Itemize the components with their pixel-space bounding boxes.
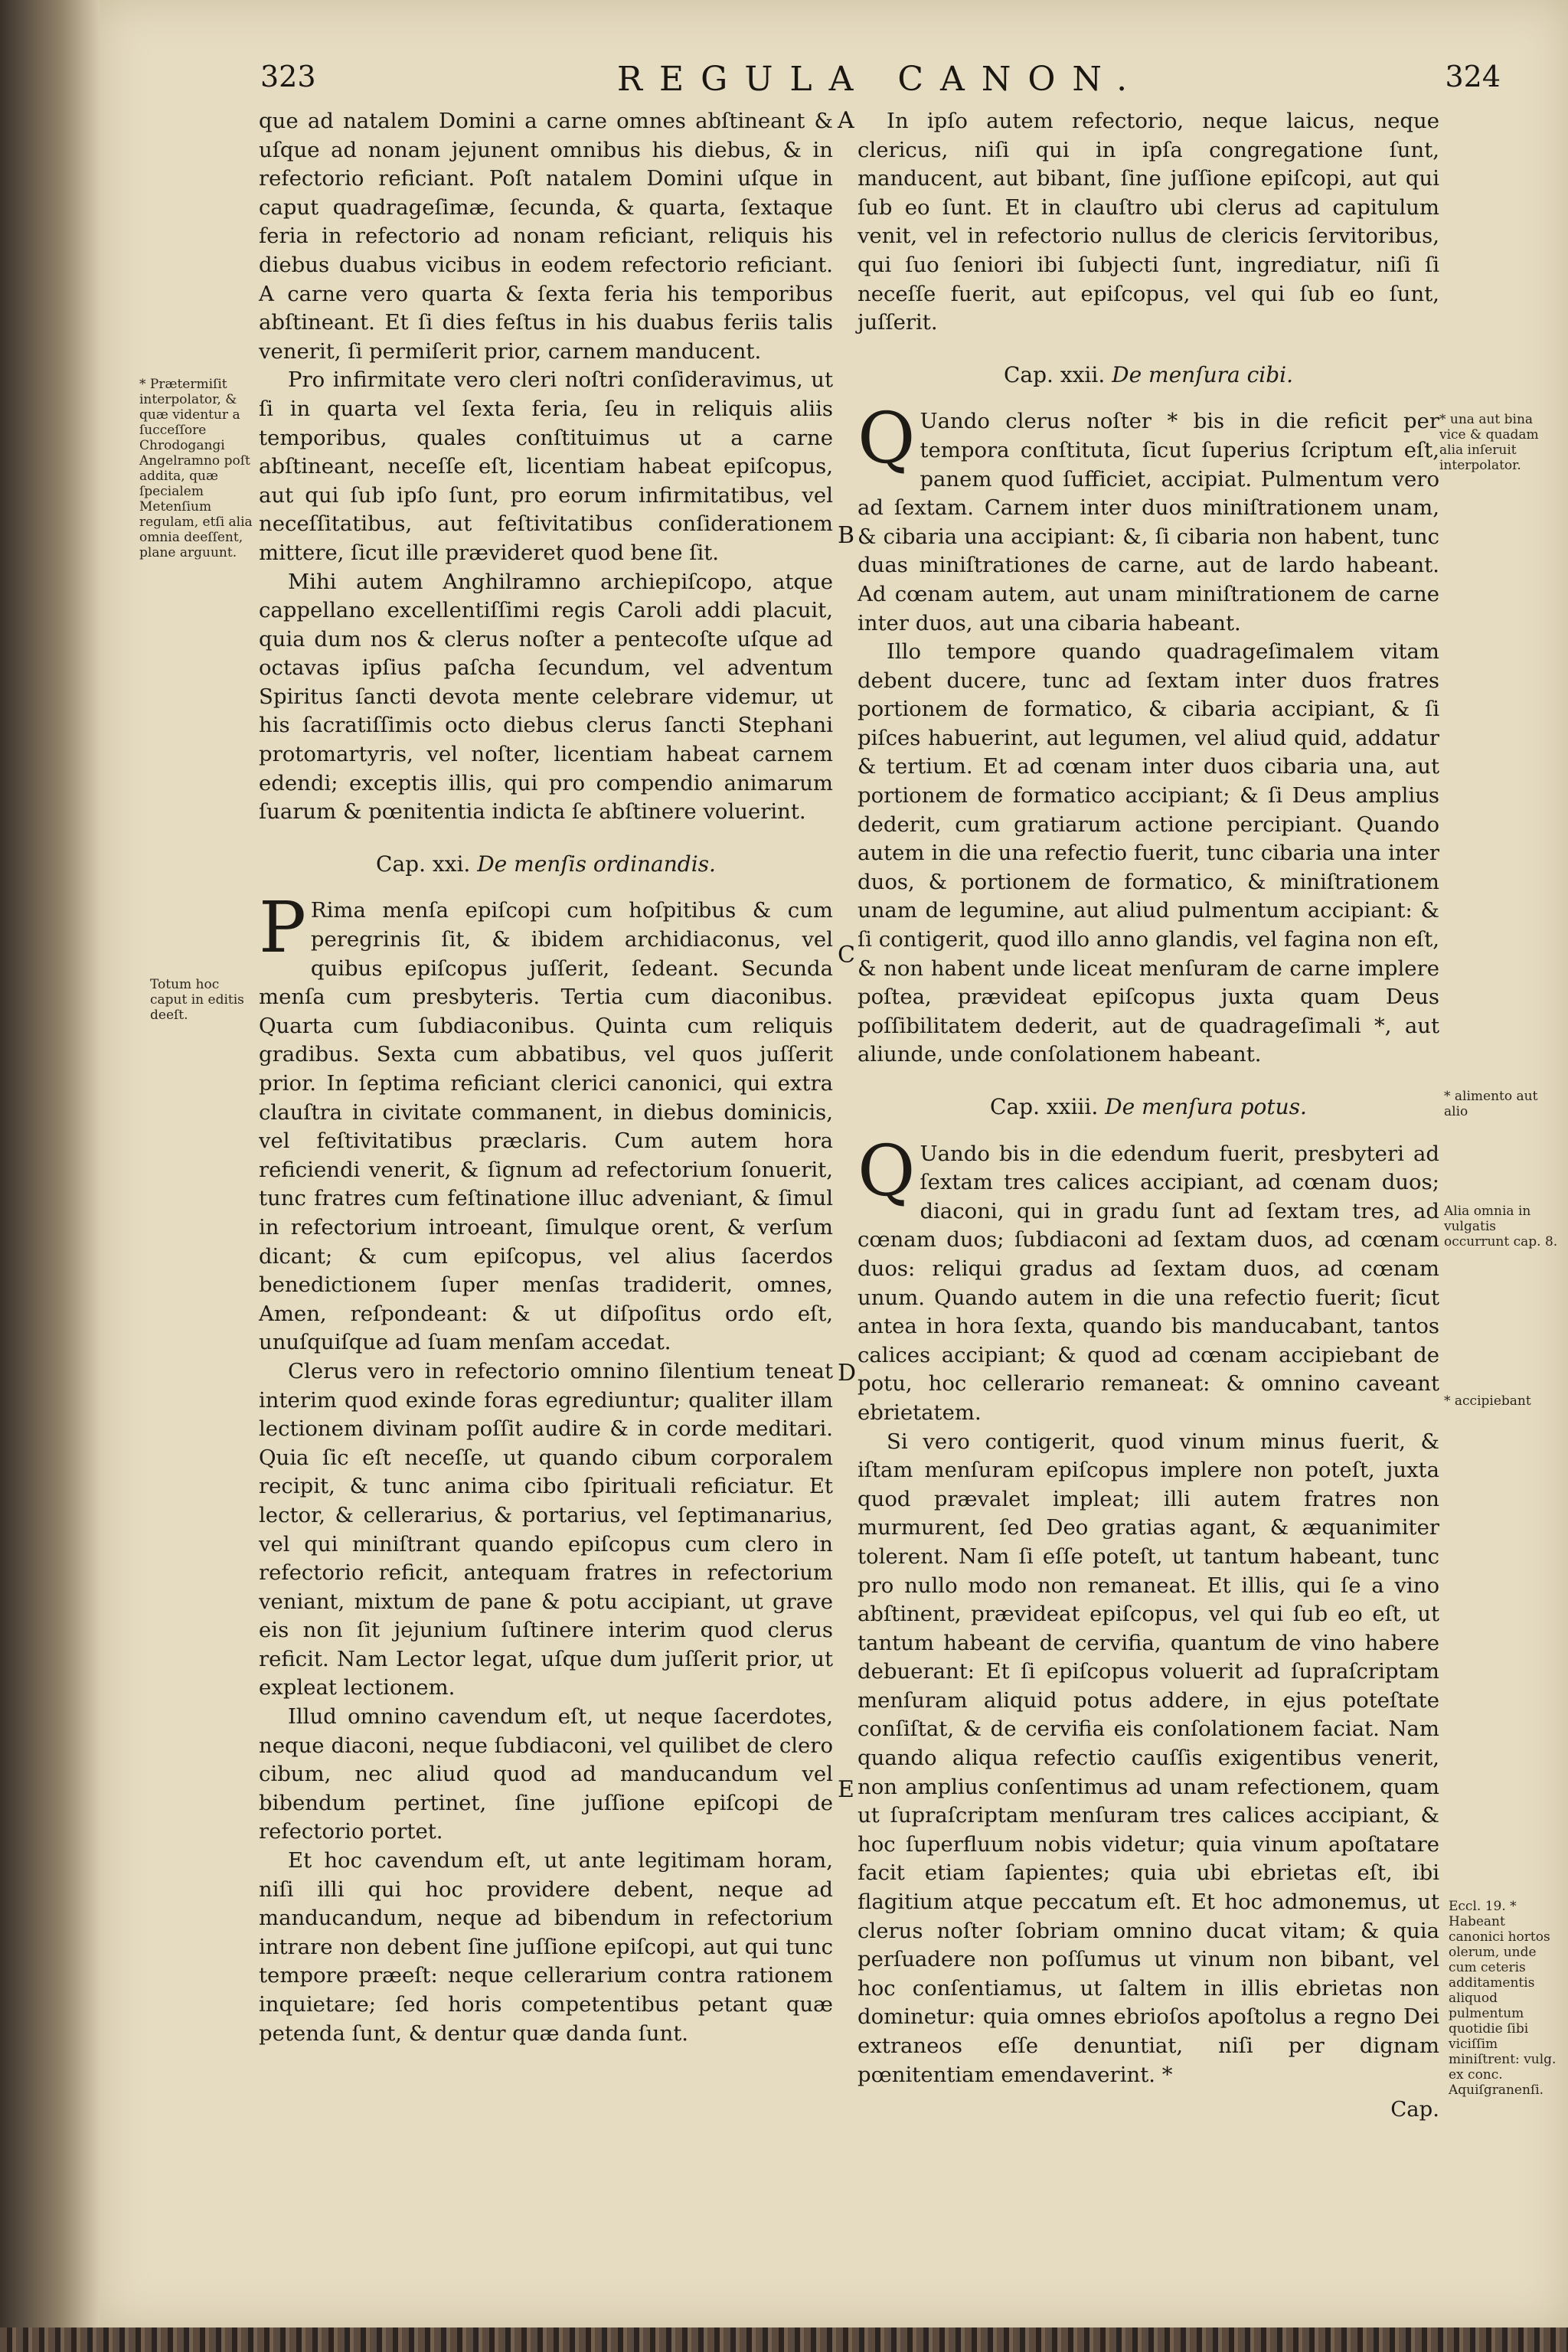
paragraph: Et hoc cavendum eſt, ut ante legitimam horam, niſi illi qui hoc providere debent, neque ad manducandum, neque ad bibendum in refectorium intrare non debent ſine juſſione epiſcopi, aut qui tunc tempore præeſt: neque cellerarium contra rationem inquietare; ſed horis competentibus petant quæ petenda ſunt, & dentur quæ danda ſunt. (259, 1848, 833, 2046)
paragraph-text: Uando clerus noſter * bis in die reficit per tempora conſtituta, ſicut ſuperius ſcriptum eſt, panem quod ſufficiet, accipiat. Pulmentum vero ad ſextam. Carnem inter duos miniſtrationem unam, & cibaria una accipiant: &, ſi cibaria non habent, tunc duas miniſtrationes de carne, aut de lardo habeant. Ad cœnam autem, aut unam miniſtrationem de carne inter duos, aut una cibaria habeant. (858, 409, 1439, 635)
drop-cap-initial: Q (858, 397, 916, 480)
margin-note-right: * accipiebant (1444, 1393, 1531, 1409)
chapter-heading-22 (858, 361, 1439, 390)
paragraph: Pro infirmitate vero cleri noſtri conſideravimus, ut ſi in quarta vel ſexta feria, ſeu in reliquis aliis temporibus, quales conſtituimus ut a carne abſtineant, neceſſe eſt, licentiam habeat epiſcopus, aut qui ſub ipſo ſunt, pro eorum infirmitatibus, vel neceſſitatibus, aut feſtivitatibus conſiderationem mittere, ſicut ille prævideret quod bene ſit. (259, 368, 833, 565)
paragraph (858, 397, 1439, 638)
book-gutter (0, 0, 100, 2328)
paragraph: Illo tempore quando quadrageſimalem vitam debent ducere, tunc ad ſextam inter duos fratres portionem de formatico, & cibaria accipiant, & ſi piſces habuerint, aut legumen, vel aliud quid, addatur & tertium. Et ad cœnam inter duos cibaria una, aut portionem de formatico accipiant; & ſi Deus amplius dederit, cum gratiarum actione percipiant. Quando autem in die una refectio fuerit, tunc cibaria una inter duos, & portionem de formatico, & miniſtrationem unam de legumine, aut aliud pulmentum accipiant: & ſi contigerit, quod illo anno glandis, vel fagina non eſt, & non habent unde liceat menſuram de carne implere poſtea, prævideat epiſcopus juxta quam Deus poſſibilitatem dederit, aut de quadrageſimali *, aut aliunde, unde conſolationem habeant. (858, 639, 1439, 1067)
section-mark: E (838, 1776, 854, 1803)
page-number-left: 323 (260, 60, 316, 93)
section-mark: B (838, 522, 855, 549)
catchword: Cap. (1390, 2097, 1439, 2122)
paragraph: Si vero contigerit, quod vinum minus fuerit, & iſtam menſuram epiſcopus implere non poteſt, juxta quod prævalet impleat; illi autem fratres non murmurent, ſed Deo gratias agant, & æquanimiter tolerent. Nam ſi eſſe poteſt, ut tantum habeant, tunc pro nullo modo non remaneat. Et illis, qui ſe a vino abſtinent, prævideat epiſcopus, vel qui ſub eo eſt, ut tantum habeant de cervifia, quantum de vino habere debuerant: Et ſi epiſcopus voluerit ad ſupraſcriptam menſuram aliquid potus addere, in ejus poteſtate conſiſtat, & de cervifia eis conſolationem faciat. Nam quando aliqua refectio cauſſis exigentibus venerit, non amplius conſentimus ad unam refectionem, quam ut ſupraſcriptam menſuram tres calices accipiant, & hoc ſuperfluum nobis videtur; quia vinum apoſtatare facit etiam ſapientes; quia ubi ebrietas eſt, ibi flagitium atque peccatum eſt. Et hoc admonemus, ut clerus noſter ſobriam omnino ducat vitam; & quia perſuadere non poſſumus ut vinum non bibant, vel hoc conſentiamus, ut ſaltem in illis ebrietas non dominetur: quia omnes ebrioſos apoſtolus a regno Dei extraneos eſſe denuntiat, niſi per dignam pœnitentiam emendaverint. * (858, 1429, 1439, 2087)
margin-note-left: * Prætermiſit interpolator, & quæ videntur a ſucceſſore Chrodogangi Angelramno poſt addita, quæ ſpecialem Metenſium regulam, etſi alia omnia deeſſent, plane arguunt. (139, 377, 253, 560)
running-header (260, 60, 1501, 103)
chapter-heading-23 (858, 1093, 1439, 1122)
chapter-title: De menſura cibi. (1112, 361, 1293, 387)
page-number-right: 324 (1445, 60, 1501, 93)
drop-cap-initial: Q (858, 1129, 916, 1212)
chapter-heading-21 (259, 850, 833, 879)
margin-note-right: Eccl. 19. * Habeant canonici hortos olerum, unde cum ceteris additamentis aliquod pulmentum quotidie ſibi viciſſim miniſtrent: vulg. ex conc. Aquiſgranenſi. (1449, 1899, 1557, 2098)
margin-note-right: Alia omnia in vulgatis occurrunt cap. 8. (1444, 1204, 1558, 1250)
paragraph-text: Uando bis in die edendum fuerit, presbyteri ad ſextam tres calices accipiant, ad cœnam duos; diaconi, qui in gradu ſunt ad ſextam tres, ad cœnam duos; ſubdiaconi ad ſextam duos, ad cœnam duos: reliqui gradus ad ſextam duos, ad cœnam unum. Quando autem in die una refectio fuerit; ſicut antea in hora ſexta, quando bis manducabant, tantos calices accipiant; & quod ad cœnam accipiebant de potu, hoc cellerario remaneat: & omnino caveant ebrietatem. (858, 1141, 1439, 1425)
section-mark: C (838, 942, 855, 969)
chapter-title: De menſura potus. (1105, 1094, 1307, 1119)
margin-note-right: * alimento aut alio (1444, 1089, 1538, 1119)
right-text-column (858, 107, 1439, 2125)
left-text-column (259, 107, 833, 2048)
paragraph: In ipſo autem refectorio, neque laicus, neque clericus, niſi qui in ipſa congregatione ſunt, manducent, aut bibant, ſine juſſione epiſcopi, aut qui ſub eo ſunt. Et in clauſtro ubi clerus ad capitulum venit, vel in refectorio nullus de clericis ſervitoribus, qui ſuo ſeniori ibi ſubjecti ſunt, ingrediatur, niſi ſi neceſſe fuerit, aut epiſcopus, vel qui ſub eo ſunt, juſſerit. (858, 109, 1439, 335)
chapter-title: De menſis ordinandis. (477, 851, 716, 877)
chapter-number: Cap. xxii. (1003, 361, 1106, 387)
drop-cap-initial: P (259, 887, 306, 969)
table-surface (0, 2328, 1568, 2352)
section-mark: A (838, 107, 854, 134)
paragraph: Illud omnino cavendum eſt, ut neque ſacerdotes, neque diaconi, neque ſubdiaconi, vel quilibet de clero cibum, nec aliud quod ad manducandum vel bibendum pertinet, ſine juſſione epiſcopi de refectorio portet. (259, 1704, 833, 1844)
paragraph (858, 1129, 1439, 1428)
paragraph (259, 887, 833, 1357)
chapter-number: Cap. xxiii. (990, 1094, 1099, 1119)
margin-note-right: * una aut bina vice & quadam alia inſeruit interpolator. (1439, 412, 1539, 473)
paragraph: Mihi autem Anghilramno archiepiſcopo, atque cappellano excellentiſſimi regis Caroli addi placuit, quia dum nos & clerus noſter a pentecoſte uſque ad octavas ipſius paſcha ſecundum, vel adventum Spiritus ſancti devota mente celebrare videmur, ut his ſacratiſſimis octo diebus clerus ſancti Stephani protomartyris, vel noſter, licentiam habeat carnem edendi; exceptis illis, qui pro compendio animarum ſuarum & pœnitentia indicta ſe abſtinere voluerint. (259, 569, 833, 825)
margin-note-left: Totum hoc caput in editis deeſt. (150, 977, 244, 1023)
paragraph: Clerus vero in refectorio omnino ſilentium teneat interim quod exinde foras egrediuntur; qualiter illam lectionem divinam poſſit audire & in corde meditari. Quia ſic eſt neceſſe, ut quando cibum corporalem recipit, & tunc anima cibo ſpirituali reficiatur. Et lector, & cellerarius, & portarius, vel ſeptimanarius, vel qui miniſtrant quando epiſcopus cum clero in refectorio reficit, antequam fratres in refectorium veniant, mixtum de pane & potu accipiant, ut grave eis non ſit jejunium ſuſtinere interim quod clerus reficit. Nam Lector legat, uſque dum juſſerit prior, ut expleat lectionem. (259, 1358, 833, 1700)
paragraph: que ad natalem Domini a carne omnes abſtineant & uſque ad nonam jejunent omnibus his diebus, & in refectorio reficiant. Poſt natalem Domini uſque in caput quadrageſimæ, ſecunda, & quarta, ſextaque feria in refectorio ad nonam reficiant, reliquis his diebus duabus vicibus in eodem refectorio reficiant. A carne vero quarta & ſexta feria his temporibus abſtineant. Et ſi dies feſtus in his duabus feriis talis venerit, ſi permiſerit prior, carnem manducent. (259, 109, 833, 364)
chapter-number: Cap. xxi. (376, 851, 471, 877)
section-mark: D (838, 1360, 857, 1387)
paragraph-text: Rima menſa epiſcopi cum hoſpitibus & cum peregrinis ſit, & ibidem archidiaconus, vel quibus epiſcopus juſſerit, ſedeant. Secunda menſa cum presbyteris. Tertia cum diaconibus. Quarta cum ſubdiaconibus. Quinta cum reliquis gradibus. Sexta cum abbatibus, vel quos juſſerit prior. In ſeptima reficiant clerici canonici, qui extra clauſtra in civitate commanent, in diebus dominicis, vel feſtivitatibus præclaris. Cum autem hora reficiendi venerit, & ſignum ad refectorium ſonuerit, tunc fratres cum feſtinatione illuc adveniant, & ſimul in refectorium introeant, ſimulque orent, & verſum dicant; & cum epiſcopus, vel alius ſacerdos benedictionem ſuper menſas tradiderit, omnes, Amen, reſpondeant: & ut diſpoſitus ordo eſt, unuſquiſque ad ſuam menſam accedat. (259, 898, 833, 1355)
running-title: REGULA CANON. (616, 60, 1145, 99)
